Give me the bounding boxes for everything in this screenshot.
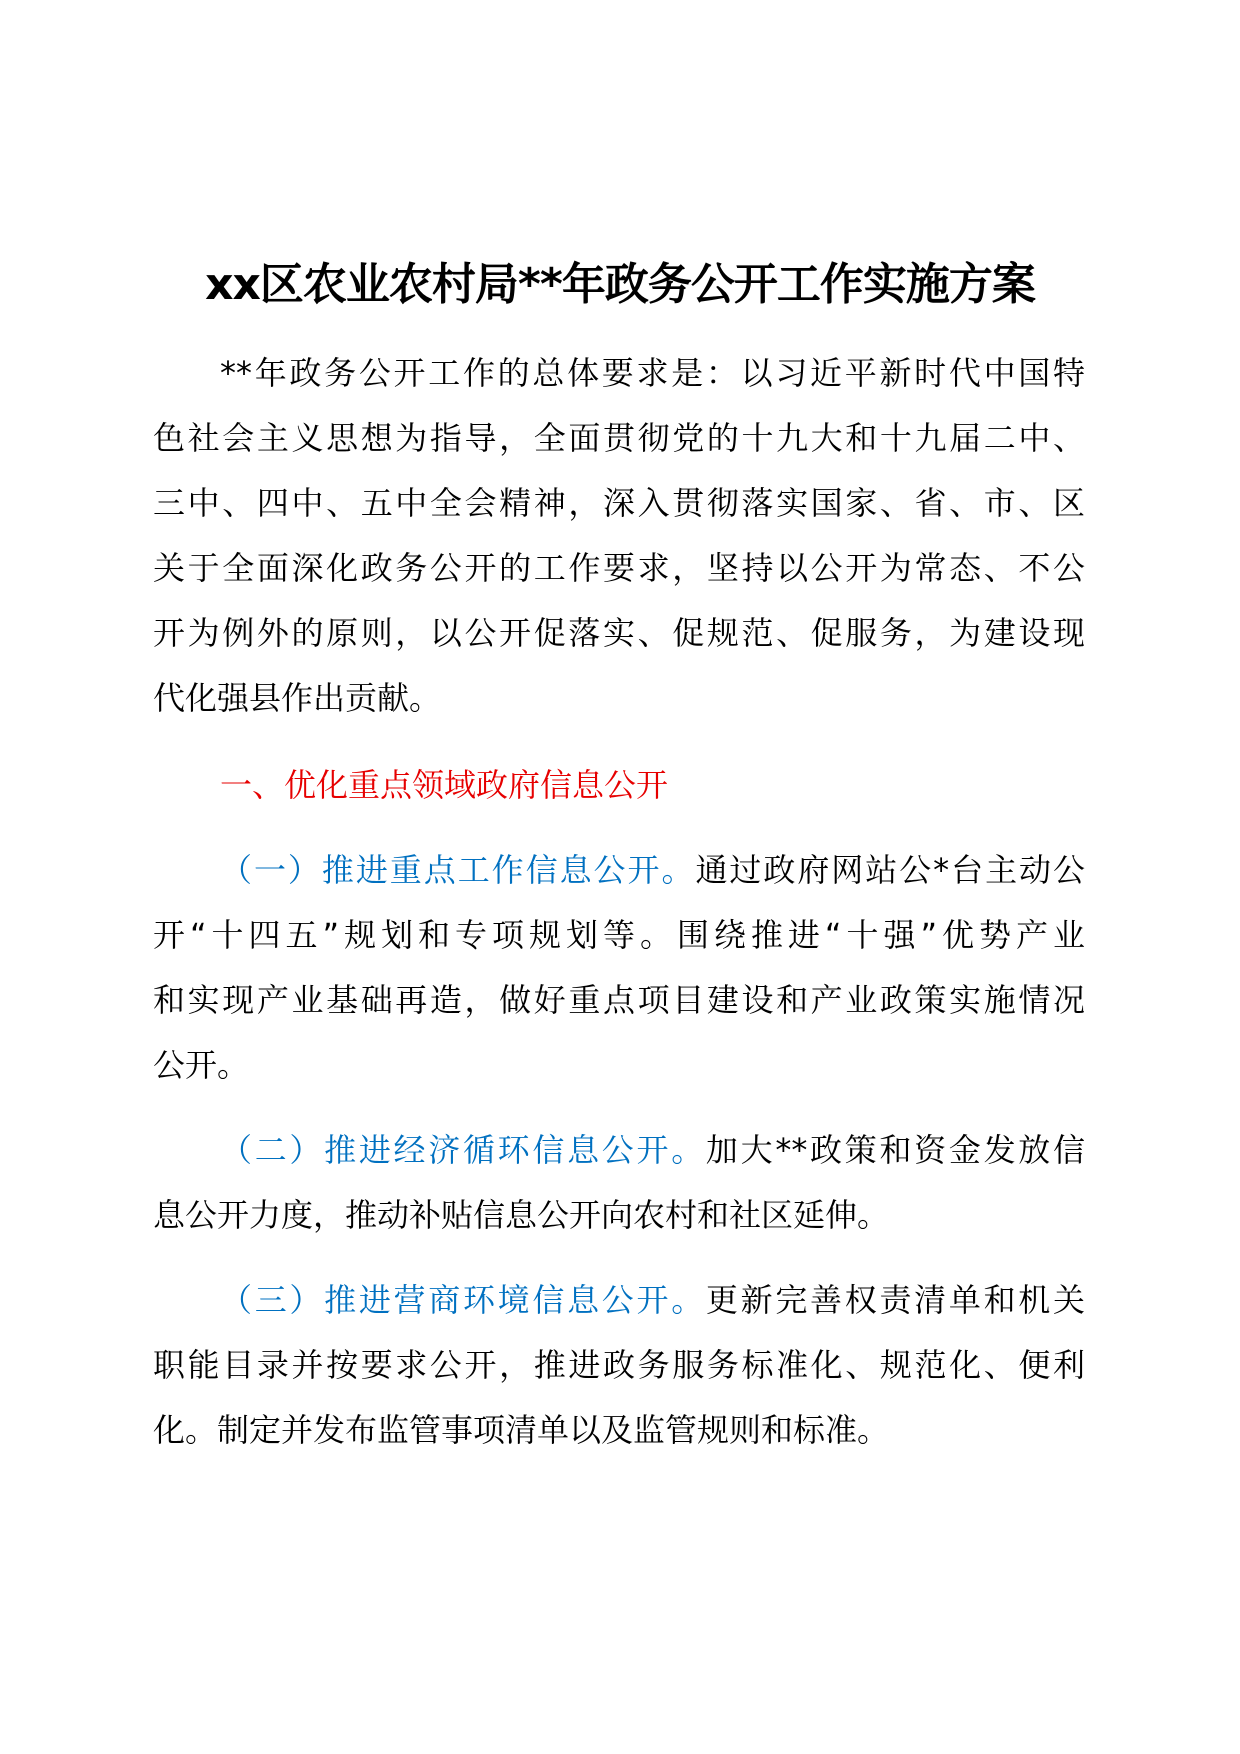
intro-line: 三中、四中、五中全会精神，深入贯彻落实国家、省、市、区 (153, 484, 1085, 522)
intro-line: 开为例外的原则，以公开促落实、促规范、促服务，为建设现 (153, 614, 1085, 652)
intro-line: 代化强县作出贡献。 (153, 679, 442, 717)
item1-line: 开“十四五”规划和专项规划等。围绕推进“十强”优势产业 (153, 916, 1085, 954)
item3-line: 职能目录并按要求公开，推进政务服务标准化、规范化、便利 (153, 1346, 1085, 1384)
item3-text: 更新完善权责清单和机关 (705, 1281, 1085, 1319)
section-heading: 一、优化重点领域政府信息公开 (220, 766, 669, 804)
item3-line: 化。制定并发布监管事项清单以及监管规则和标准。 (153, 1411, 890, 1449)
item3-first-line (220, 1277, 1085, 1323)
document-title: xx区农业农村局**年政务公开工作实施方案 (205, 259, 1035, 310)
item2-first-line (220, 1127, 1085, 1173)
item1-text: 通过政府网站公*台主动公 (695, 851, 1085, 889)
item1-line: 公开。 (153, 1046, 250, 1084)
item1-line: 和实现产业基础再造，做好重点项目建设和产业政策实施情况 (153, 981, 1085, 1019)
item2-text: 加大**政策和资金发放信 (705, 1131, 1085, 1169)
intro-line: **年政务公开工作的总体要求是：以习近平新时代中国特 (220, 354, 1085, 392)
item1-first-line (220, 847, 1085, 893)
intro-line: 色社会主义思想为指导，全面贯彻党的十九大和十九届二中、 (153, 419, 1085, 457)
intro-line: 关于全面深化政务公开的工作要求，坚持以公开为常态、不公 (153, 549, 1085, 587)
item2-line: 息公开力度，推动补贴信息公开向农村和社区延伸。 (153, 1196, 890, 1234)
item1-heading: （一）推进重点工作信息公开。 (220, 851, 696, 889)
item3-heading: （三）推进营商环境信息公开。 (220, 1281, 706, 1319)
item2-heading: （二）推进经济循环信息公开。 (220, 1131, 706, 1169)
